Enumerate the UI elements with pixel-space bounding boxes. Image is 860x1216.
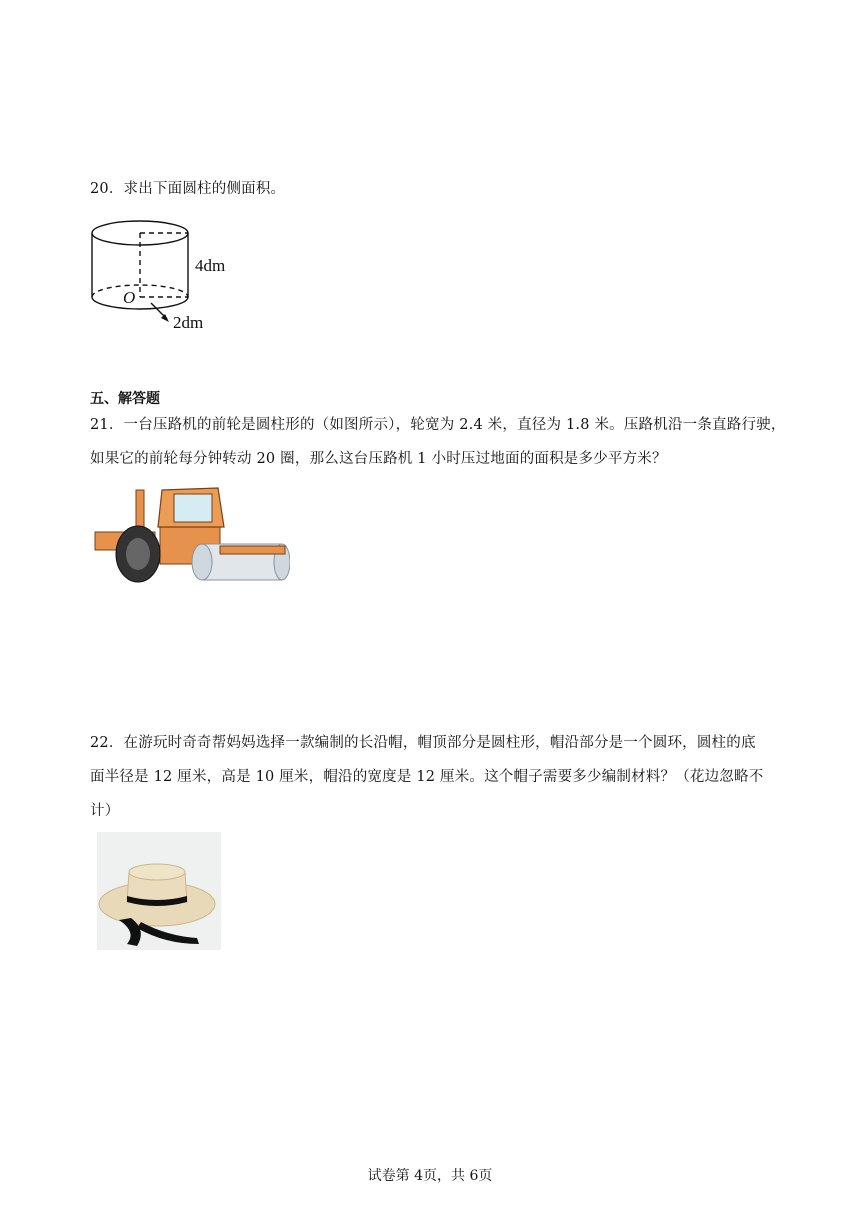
question-20-text: 20．求出下面圆柱的侧面积。: [90, 181, 286, 197]
height-label: 4dm: [195, 256, 226, 275]
straw-hat-image: [97, 832, 221, 950]
question-22-line-1: 22．在游玩时奇奇帮妈妈选择一款编制的长沿帽，帽顶部分是圆柱形，帽沿部分是一个圆环，圆柱的底: [90, 735, 756, 751]
question-22-line-2: 面半径是 12 厘米，高是 10 厘米，帽沿的宽度是 12 厘米。这个帽子需要多少编制材料？（花边忽略不: [90, 769, 764, 785]
center-label: O: [123, 288, 136, 307]
radius-arrow-head: [161, 314, 169, 322]
road-roller-image: [90, 482, 290, 587]
cylinder-bottom-front: [92, 297, 188, 309]
question-21-line-2: 如果它的前轮每分钟转动 20 圈，那么这台压路机 1 小时压过地面的面积是多少平方米？: [90, 451, 667, 467]
question-22-line-3: 计）: [90, 803, 120, 819]
cylinder-figure: [85, 215, 245, 340]
radius-label: 2dm: [173, 313, 204, 332]
section-title: 五、解答题: [90, 391, 160, 407]
page-footer: 试卷第 4页，共 6页: [367, 1168, 493, 1184]
question-21-line-1: 21．一台压路机的前轮是圆柱形的（如图所示），轮宽为 2.4 米，直径为 1.8 米。压路机沿一条直路行驶，: [90, 417, 786, 433]
